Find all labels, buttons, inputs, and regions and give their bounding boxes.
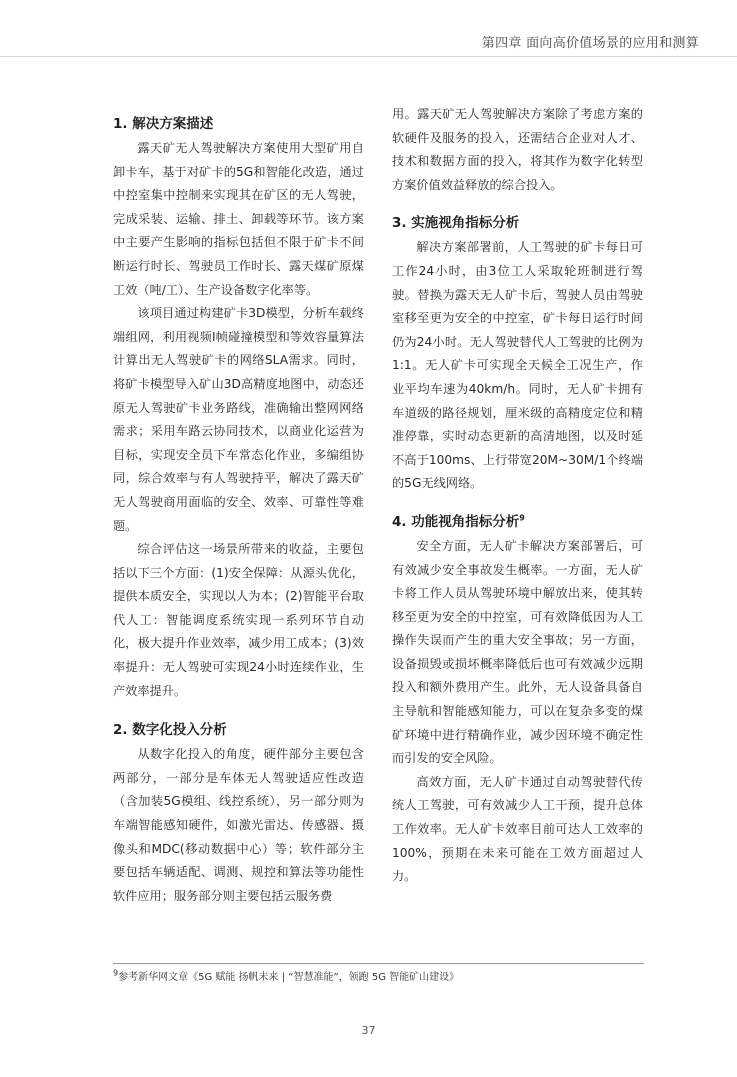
section-1-heading: 1. 解决方案描述 (113, 116, 214, 132)
right-column (392, 103, 643, 889)
footnote-divider (113, 963, 644, 964)
section-4-paragraph-2: 高效方面，无人矿卡通过自动驾驶替代传统人工驾驶，可有效减少人工干预，提升总体工作效率。无人矿卡效率目前可达人工效率的100%，预期在未来可能在工效方面超过人力。 (392, 774, 643, 884)
section-2-paragraph-1: 从数字化投入的角度，硬件部分主要包含两部分，一部分是车体无人驾驶适应性改造（含加装5G模组、线控系统），另一部分则为车端智能感知硬件，如激光雷达、传感器、摄像头和MDC(移动数据中心）等；软件部分主要包括车辆适配、调测、规控和算法等功能性软件应用；服务部分则主要包括云服务费 (113, 747, 364, 903)
section-4-heading (392, 510, 643, 534)
footnote (113, 968, 459, 983)
chapter-header: 第四章 面向高价值场景的应用和测算 (481, 36, 699, 51)
section-1-paragraph-3: 综合评估这一场景所带来的收益，主要包括以下三个方面：(1)安全保障：从源头优化，提供本质安全，实现以人为本；(2)智能平台取代人工：智能调度系统实现一系列环节自动化，极大提升作业效率，减少用工成本；(3)效率提升：无人驾驶可实现24小时连续作业，生产效率提升。 (113, 542, 364, 698)
header-divider (0, 56, 737, 57)
section-3-heading: 3. 实施视角指标分析 (392, 215, 520, 232)
footnote-number: 9 (113, 968, 119, 978)
footnote-text: 参考新华网文章《5G 赋能 扬帆未来 | “智慧准能”，领跑 5G 智能矿山建设》 (118, 972, 460, 983)
footnote-reference: 9 (519, 513, 525, 523)
section-1-paragraph-2: 该项目通过构建矿卡3D模型，分析车载终端组网，利用视频I帧碰撞模型和等效容量算法计算出无人驾驶矿卡的网络SLA需求。同时，将矿卡模型导入矿山3D高精度地图中，动态还原无人驾驶矿卡业务路线，准确输出整网网络需求；采用车路云协同技术，以商业化运营为目标，实现安全员下车常态化作业，多编组协同，综合效率与有人驾驶持平，解决了露天矿无人驾驶商用面临的安全、效率、可靠性等难题。 (113, 306, 364, 533)
section-2-paragraph-1-continued: 用。露天矿无人驾驶解决方案除了考虑方案的软硬件及服务的投入，还需结合企业对人才、技术和数据方面的投入，将其作为数字化转型方案价值效益释放的综合投入。 (392, 107, 643, 192)
section-3-paragraph-1: 解决方案部署前，人工驾驶的矿卡每日可工作24小时，由3位工人采取轮班制进行驾驶。替换为露天无人矿卡后，驾驶人员由驾驶室移至更为安全的中控室，矿卡每日运行时间仍为24小时。无人驾驶替代人工驾驶的比例为1:1。无人矿卡可实现全天候全工况生产，作业平均车速为40km/h。同时，无人矿卡拥有车道级的路径规划，厘米级的高精度定位和精准停靠，实时动态更新的高清地图，以及时延不高于100ms、上行带宽20M~30M/1个终端的5G无线网络。 (392, 240, 643, 491)
left-column (113, 112, 364, 908)
section-1-paragraph-1: 露天矿无人驾驶解决方案使用大型矿用自卸卡车，基于对矿卡的5G和智能化改造，通过中控室集中控制来实现其在矿区的无人驾驶，完成采装、运输、排土、卸载等环节。该方案中主要产生影响的指标包括但不限于矿卡不间断运行时长、驾驶员工作时长、露天煤矿原煤工效（吨/工）、生产设备数字化率等。 (113, 141, 364, 297)
section-4-paragraph-1: 安全方面，无人矿卡解决方案部署后，可有效减少安全事故发生概率。一方面，无人矿卡将工作人员从驾驶环境中解放出来，使其转移至更为安全的中控室，可有效降低因为人工操作失误而产生的重大安全事故；另一方面，设备损毁或损坏概率降低后也可有效减少远期投入和额外费用产生。此外，无人设备具备自主导航和智能感知能力，可以在复杂多变的煤矿环境中进行精确作业，减少因环境不确定性而引发的安全风险。 (392, 538, 643, 766)
section-2-heading: 2. 数字化投入分析 (113, 722, 227, 739)
page-number: 37 (361, 1024, 376, 1037)
section-4-heading-text: 4. 功能视角指标分析 (392, 513, 520, 530)
